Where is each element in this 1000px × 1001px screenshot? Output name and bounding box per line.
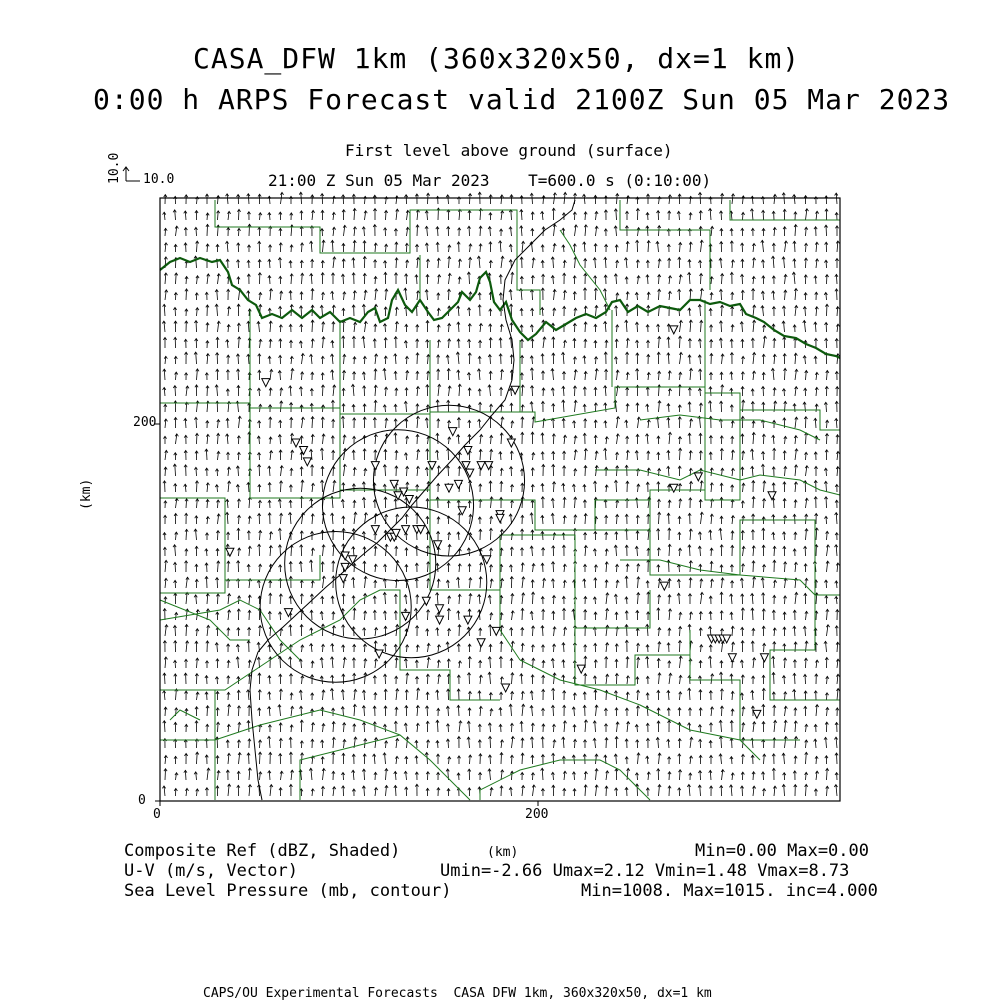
footer-credit: CAPS/OU Experimental Forecasts CASA DFW 1km, 360x320x50, dx=1 km — [203, 987, 712, 1000]
station-marker-icon — [436, 616, 444, 624]
station-marker-icon — [375, 650, 383, 658]
station-marker-icon — [477, 639, 485, 647]
station-marker-icon — [226, 548, 234, 556]
legend-wind-vector: U-V (m/s, Vector) — [124, 863, 298, 880]
legend-reflectivity-stats: Min=0.00 Max=0.00 — [695, 843, 869, 860]
station-marker-icon — [339, 575, 347, 583]
legend-pressure: Sea Level Pressure (mb, contour) — [124, 883, 452, 900]
station-marker-icon — [454, 480, 462, 488]
reference-vector-icon — [123, 167, 140, 181]
plot-title-line2: 0:00 h ARPS Forecast valid 2100Z Sun 05 Mar 2023 — [93, 86, 950, 114]
station-marker-icon — [436, 605, 444, 613]
x-tick-0: 0 — [153, 808, 161, 821]
y-tick-200: 200 — [133, 416, 156, 429]
wind-vector-field — [162, 192, 839, 796]
legend-reflectivity: Composite Ref (dBZ, Shaded) — [124, 843, 400, 860]
station-marker-icon — [492, 627, 500, 635]
station-marker-icon — [464, 616, 472, 624]
station-marker-icon — [394, 492, 402, 500]
station-marker-icon — [445, 484, 453, 492]
x-axis-label: (km) — [487, 846, 518, 859]
station-marker-icon — [349, 556, 357, 564]
y-axis-label: (km) — [80, 479, 93, 510]
station-marker-icon — [262, 379, 270, 387]
legend-wind-vector-stats: Umin=-2.66 Umax=2.12 Vmin=1.48 Vmax=8.73 — [440, 863, 849, 880]
station-marker-icon — [760, 654, 768, 662]
plot-title-line1: CASA_DFW 1km (360x320x50, dx=1 km) — [193, 45, 800, 73]
state-border — [160, 258, 840, 358]
station-marker-icon — [496, 514, 504, 522]
valid-time-label: 21:00 Z Sun 05 Mar 2023 T=600.0 s (0:10:00) — [268, 173, 711, 189]
station-marker-icon — [670, 484, 678, 492]
legend-pressure-stats: Min=1008. Max=1015. inc=4.000 — [581, 883, 878, 900]
county-boundaries — [160, 200, 840, 800]
radar-ring — [336, 507, 487, 658]
station-marker-icon — [660, 582, 668, 590]
station-marker-icon — [477, 462, 485, 470]
station-marker-icon — [768, 492, 776, 500]
y-tick-0: 0 — [138, 794, 146, 807]
station-marker-icon — [402, 526, 410, 534]
station-marker-icon — [390, 480, 398, 488]
station-marker-icon — [464, 447, 472, 455]
station-marker-icon — [753, 710, 761, 718]
station-marker-icon — [402, 612, 410, 620]
station-marker-icon — [434, 541, 442, 549]
x-tick-200: 200 — [525, 808, 548, 821]
radar-ring — [260, 532, 411, 683]
station-marker-icon — [449, 428, 457, 436]
station-marker-icon — [292, 439, 300, 447]
station-marker-icon — [728, 654, 736, 662]
station-marker-icon — [371, 526, 379, 534]
station-marker-icon — [577, 665, 585, 673]
radar-ring — [285, 488, 436, 639]
station-marker-icon — [694, 473, 702, 481]
station-marker-icon — [502, 684, 510, 692]
ref-vector-x-label: 10.0 — [143, 173, 174, 186]
station-marker-icon — [670, 326, 678, 334]
station-marker-icon — [371, 462, 379, 470]
ref-vector-y-label: 10.0 — [108, 153, 121, 184]
level-label: First level above ground (surface) — [345, 143, 673, 159]
station-marker-icon — [428, 462, 436, 470]
station-marker-icon — [303, 458, 311, 466]
station-marker-icon — [284, 609, 292, 617]
